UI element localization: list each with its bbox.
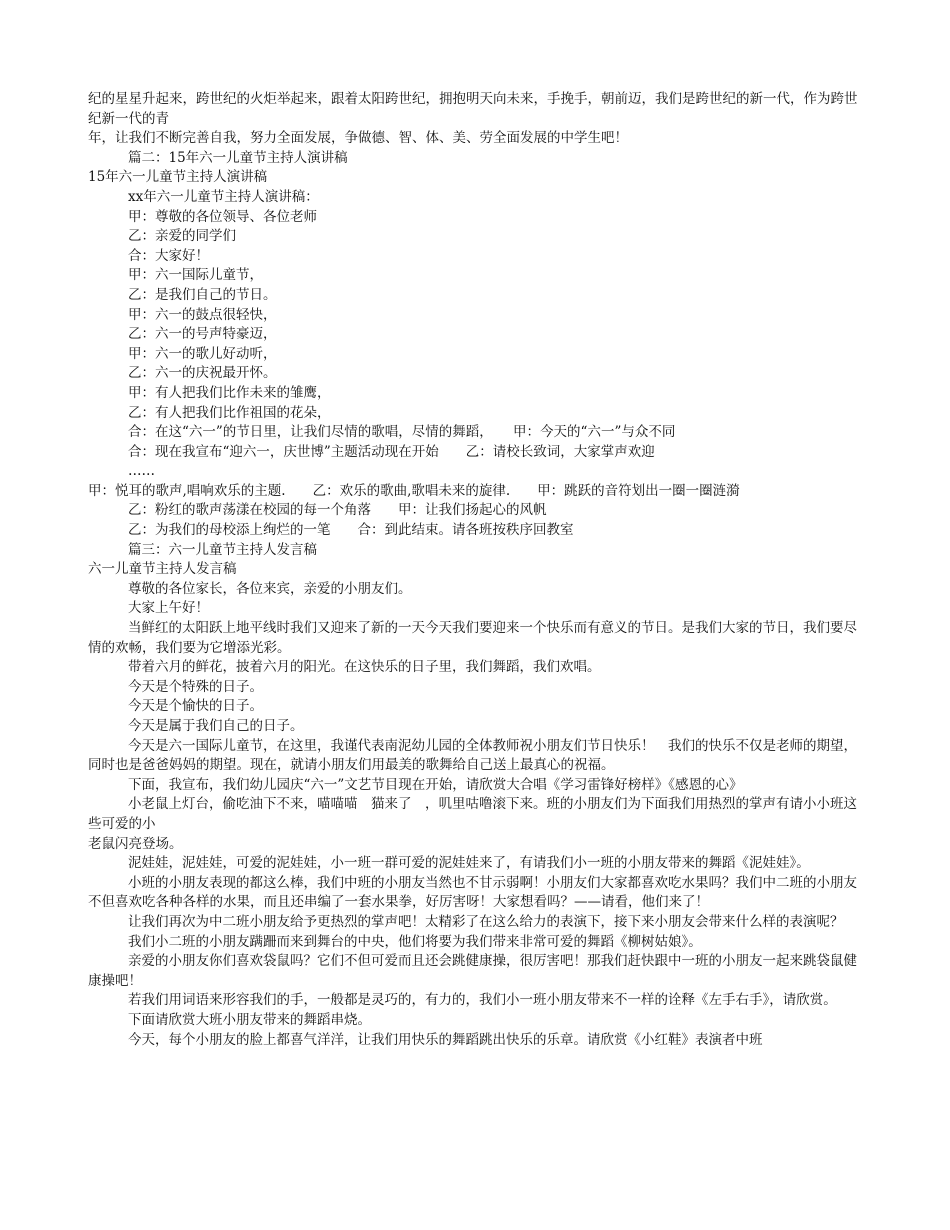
text-line: 我们小二班的小朋友蹒跚而来到舞台的中央，他们将要为我们带来非常可爱的舞蹈《柳树姑娘》。	[128, 933, 702, 950]
text-line: 尊敬的各位家长，各位来宾，亲爱的小朋友们。	[128, 580, 412, 597]
text-line: 乙：为我们的母校添上绚烂的一笔 合：到此结束。请各班按秩序回教室	[128, 522, 574, 539]
text-line: 乙：有人把我们比作祖国的花朵，	[128, 404, 331, 421]
text-line: xx年六一儿童节主持人演讲稿：	[128, 188, 319, 205]
text-line: 甲：六一国际儿童节，	[128, 267, 263, 284]
text-line: 乙：粉红的歌声荡漾在校园的每一个角落 甲：让我们扬起心的风帆	[128, 502, 547, 519]
text-line: 老鼠闪亮登场。	[88, 835, 183, 852]
text-line: 甲：六一的鼓点很轻快，	[128, 306, 277, 323]
text-line: 甲：六一的歌儿好动听，	[128, 345, 277, 362]
text-line: 下面请欣赏大班小朋友带来的舞蹈串烧。	[128, 1011, 371, 1028]
text-line: 合：大家好！	[128, 247, 209, 264]
text-line: 让我们再次为中二班小朋友给予更热烈的掌声吧！太精彩了在这么给力的表演下，接下来小朋友会带来什么样的表演呢？	[128, 913, 844, 930]
text-line: 篇三：六一儿童节主持人发言稿	[128, 541, 317, 558]
text-line: 今天，每个小朋友的脸上都喜气洋洋，让我们用快乐的舞蹈跳出快乐的乐章。请欣赏《小红鞋》表演者中班	[128, 1031, 763, 1048]
text-line: 小老鼠上灯台，偷吃油下不来，喵喵喵 猫来了 ，叽里咕噜滚下来。班的小朋友们为下面我们用热烈的掌声有请小小班这些可爱的小	[88, 796, 857, 832]
text-line: 甲：有人把我们比作未来的雏鹰，	[128, 384, 331, 401]
text-line: 合：现在我宣布“迎六一，庆世博”主题活动现在开始 乙：请校长致词，大家掌声欢迎	[128, 443, 655, 460]
text-line: 乙：六一的庆祝最开怀。	[128, 365, 277, 382]
text-line: 下面，我宣布，我们幼儿园庆“六一”文艺节目现在开始，请欣赏大合唱《学习雷锋好榜样》《感恩的心》	[128, 776, 743, 793]
text-line: 乙：是我们自己的节日。	[128, 286, 277, 303]
text-line: 若我们用词语来形容我们的手，一般都是灵巧的，有力的，我们小一班小朋友带来不一样的诠释《左手右手》，请欣赏。	[128, 992, 837, 1009]
text-line: 当鲜红的太阳跃上地平线时我们又迎来了新的一天今天我们要迎来一个快乐而有意义的节日。是我们大家的节日，我们要尽情的欢畅，我们要为它增添光彩。	[88, 620, 857, 656]
text-line: 小班的小朋友表现的都这么棒，我们中班的小朋友当然也不甘示弱啊！小朋友们大家都喜欢吃水果吗？我们中二班的小朋友不但喜欢吃各种各样的水果，而且还串编了一套水果拳，好厉害呀！大家想看吗？——请看，他们来了！	[88, 874, 857, 911]
document-body	[88, 90, 860, 1050]
text-line: 15年六一儿童节主持人演讲稿	[88, 169, 268, 186]
text-line: 甲：悦耳的歌声,唱响欢乐的主题. 乙：欢乐的歌曲,歌唱未来的旋律. 甲：跳跃的音符划出一圈一圈涟漪	[88, 482, 740, 499]
text-line: 乙：六一的号声特豪迈，	[128, 326, 277, 343]
text-line: 亲爱的小朋友你们喜欢袋鼠吗？它们不但可爱而且还会跳健康操，很厉害吧！那我们赶快跟中一班的小朋友一起来跳袋鼠健康操吧！	[88, 953, 857, 989]
text-line: 篇二：15年六一儿童节主持人演讲稿	[128, 149, 348, 166]
text-line: 泥娃娃，泥娃娃，可爱的泥娃娃，小一班一群可爱的泥娃娃来了，有请我们小一班的小朋友带来的舞蹈《泥娃娃》。	[128, 855, 810, 872]
text-line: 今天是属于我们自己的日子。	[128, 718, 304, 734]
text-line: 年，让我们不断完善自我，努力全面发展，争做德、智、体、美、劳全面发展的中学生吧！	[88, 130, 628, 147]
text-line: 乙：亲爱的同学们	[128, 228, 236, 245]
text-line: 今天是六一国际儿童节，在这里，我谨代表南泥幼儿园的全体教师祝小朋友们节日快乐！ 我们的快乐不仅是老师的期望，同时也是爸爸妈妈的期望。现在，就请小朋友们用最美的歌舞给自己送上最真心的祝福。	[88, 737, 857, 774]
text-line: 合：在这“六一”的节日里，让我们尽情的歌唱，尽情的舞蹈， 甲：今天的“六一”与众不同	[128, 424, 676, 441]
text-line: 今天是个愉快的日子。	[128, 698, 263, 715]
text-line: 纪的星星升起来，跨世纪的火炬举起来，跟着太阳跨世纪，拥抱明天向未来，手挽手，朝前迈，我们是跨世纪的新一代，作为跨世纪新一代的青	[88, 91, 858, 127]
text-line: 今天是个特殊的日子。	[128, 678, 263, 695]
text-line: 甲：尊敬的各位领导、各位老师	[128, 208, 317, 225]
text-line: ……	[128, 463, 155, 480]
text-line: 带着六月的鲜花，披着六月的阳光。在这快乐的日子里，我们舞蹈，我们欢唱。	[128, 659, 601, 676]
text-line: 六一儿童节主持人发言稿	[88, 561, 237, 578]
text-line: 大家上午好！	[128, 600, 209, 617]
